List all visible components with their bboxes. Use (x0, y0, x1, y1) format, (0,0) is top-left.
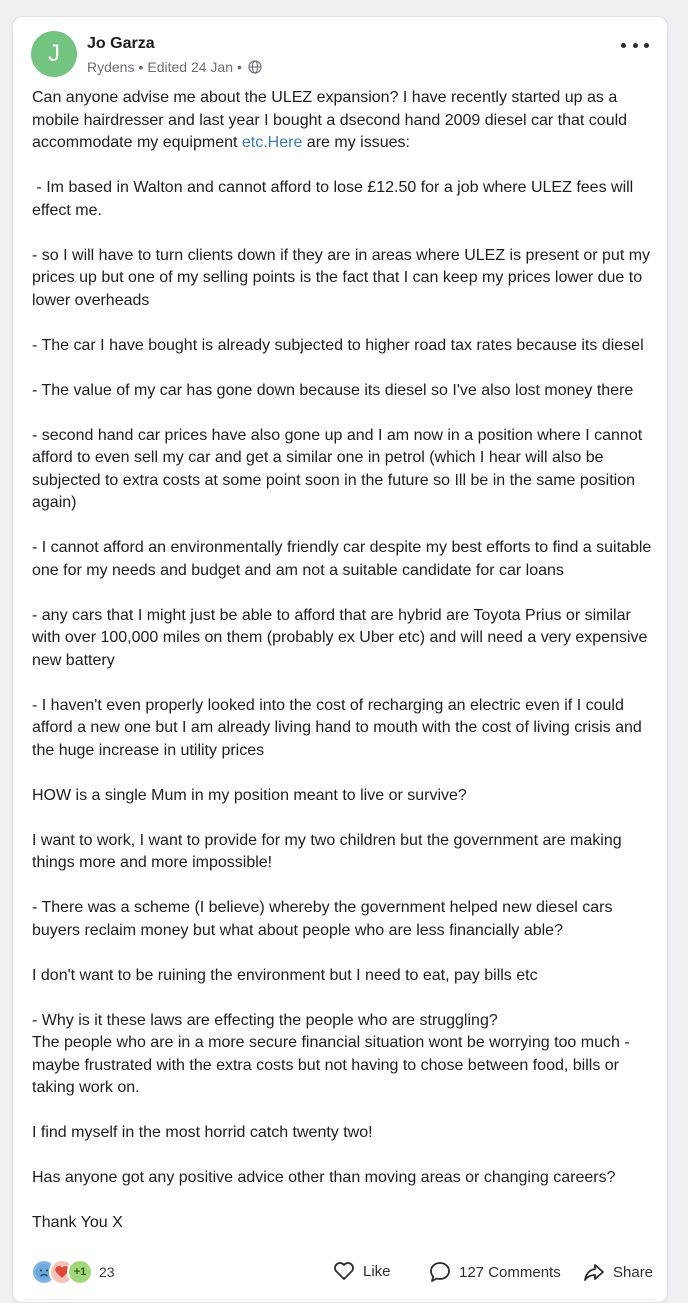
share-button[interactable] (583, 1261, 653, 1283)
reaction-count[interactable]: 23 (99, 1264, 115, 1280)
author-name[interactable]: Jo Garza (87, 35, 155, 52)
edited-label[interactable]: Edited 24 Jan (147, 59, 233, 75)
post-paragraph: Has anyone got any positive advice other than moving areas or changing careers? (32, 1169, 616, 1186)
post-paragraph: - I cannot afford an environmentally friendly car despite my best efforts to find a suitable one for my needs and budget and am not a suitable candidate for car loans (32, 539, 656, 579)
post-paragraph: - second hand car prices have also gone up and I am now in a position where I cannot afford to even sell my car and get a similar one in petrol (which I hear will also be subjected to extra costs at some point soon in the future so Ill be in the same position again) (32, 426, 647, 511)
comments-label: 127 Comments (459, 1263, 561, 1281)
location-label[interactable]: Rydens (87, 59, 135, 75)
meta-separator: • (237, 59, 242, 75)
post-paragraph: Can anyone advise me about the ULEZ expansion? I have recently started up as a mobile hairdresser and last year I bought a dsecond hand 2009 diesel car that could accommodate my equipment etc.Here are my issues: (32, 89, 632, 151)
share-arrow-icon (583, 1261, 605, 1283)
post-paragraph: - I haven't even properly looked into the cost of recharging an electric even if I could afford a new one but I am already living hand to mouth with the cost of living crisis and the huge increase in utility prices (32, 696, 647, 759)
post-paragraph: - There was a scheme (I believe) whereby the government helped new diesel cars buyers reclaim money but what about people who are less financially able? (32, 899, 617, 939)
like-label: Like (363, 1262, 391, 1280)
post-card (12, 16, 668, 1303)
heart-outline-icon (333, 1261, 355, 1281)
avatar[interactable]: J (31, 31, 77, 77)
comments-button[interactable] (429, 1261, 561, 1283)
globe-icon (248, 60, 262, 74)
post-body (32, 87, 654, 1257)
post-footer (31, 1253, 654, 1289)
post-paragraph: - so I will have to turn clients down if they are in areas where ULEZ is present or put my prices up but one of my selling points is the fact that I can keep my prices lower due to lower overheads (32, 246, 655, 309)
post-paragraph: - The value of my car has gone down because its diesel so I've also lost money there (32, 381, 634, 399)
more-options-icon[interactable] (621, 35, 649, 55)
post-paragraph: I find myself in the most horrid catch twenty two! (32, 1124, 373, 1141)
post-paragraph: - Im based in Walton and cannot afford to lose £12.50 for a job where ULEZ fees will effect me. (32, 179, 638, 219)
post-paragraph: - any cars that I might just be able to afford that are hybrid are Toyota Prius or similar with over 100,000 miles on them (probably ex Uber etc) and will need a very expensive new battery (32, 606, 652, 669)
post-paragraph: Thank You X (32, 1214, 123, 1231)
plus-one-icon: +1 (67, 1259, 93, 1285)
post-paragraph: - The car I have bought is already subjected to higher road tax rates because its diesel (32, 336, 644, 354)
post-paragraph: HOW is a single Mum in my position meant to live or survive? (32, 786, 467, 804)
post-header (31, 31, 649, 79)
divider (25, 1299, 655, 1300)
post-paragraph: I want to work, I want to provide for my two children but the government are making things more and more impossible! (32, 831, 627, 871)
share-label: Share (613, 1263, 654, 1281)
meta-separator: • (138, 59, 144, 75)
post-paragraph: - Why is it these laws are effecting the people who are struggling? The people who are in a more secure financial situation wont be worrying too much - maybe frustrated with the extra costs but not having to chose between food, bills or taking work on. (32, 1011, 630, 1096)
post-paragraph: I don't want to be ruining the environment but I need to eat, pay bills etc (32, 966, 538, 984)
post-meta (87, 59, 262, 75)
reactions-summary[interactable] (31, 1259, 115, 1285)
comment-bubble-icon (429, 1261, 451, 1283)
like-button[interactable] (333, 1261, 391, 1281)
post-link[interactable]: etc.Here (241, 134, 303, 151)
